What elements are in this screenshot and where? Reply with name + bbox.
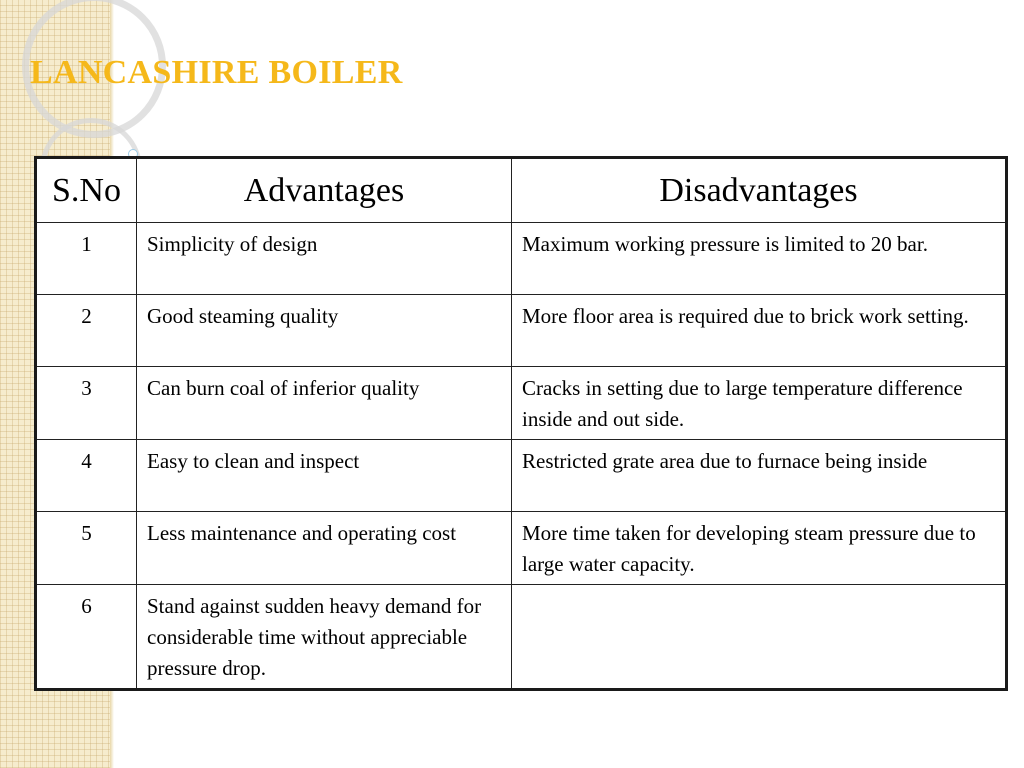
cell-advantage: Less maintenance and operating cost (137, 512, 512, 585)
table-header-row (36, 158, 1007, 223)
cell-advantage: Stand against sudden heavy demand for considerable time without appreciable pressure drop. (137, 585, 512, 690)
cell-sno: 2 (36, 295, 137, 367)
cell-advantage: Can burn coal of inferior quality (137, 367, 512, 440)
table-row (36, 367, 1007, 440)
header-advantages: Advantages (137, 158, 512, 223)
cell-sno: 3 (36, 367, 137, 440)
cell-advantage: Simplicity of design (137, 223, 512, 295)
header-sno: S.No (36, 158, 137, 223)
table-row (36, 440, 1007, 512)
table-row (36, 512, 1007, 585)
cell-disadvantage: Restricted grate area due to furnace being inside (512, 440, 1007, 512)
cell-disadvantage: Maximum working pressure is limited to 20 bar. (512, 223, 1007, 295)
table-row (36, 585, 1007, 690)
cell-sno: 6 (36, 585, 137, 690)
table-row (36, 223, 1007, 295)
cell-disadvantage (512, 585, 1007, 690)
table-row (36, 295, 1007, 367)
cell-disadvantage: More floor area is required due to brick work setting. (512, 295, 1007, 367)
header-disadvantages: Disadvantages (512, 158, 1007, 223)
cell-sno: 5 (36, 512, 137, 585)
cell-disadvantage: Cracks in setting due to large temperature difference inside and out side. (512, 367, 1007, 440)
slide-title: LANCASHIRE BOILER (30, 54, 403, 91)
cell-sno: 1 (36, 223, 137, 295)
advantages-disadvantages-table (34, 156, 1008, 691)
cell-advantage: Good steaming quality (137, 295, 512, 367)
cell-disadvantage: More time taken for developing steam pressure due to large water capacity. (512, 512, 1007, 585)
cell-advantage: Easy to clean and inspect (137, 440, 512, 512)
cell-sno: 4 (36, 440, 137, 512)
